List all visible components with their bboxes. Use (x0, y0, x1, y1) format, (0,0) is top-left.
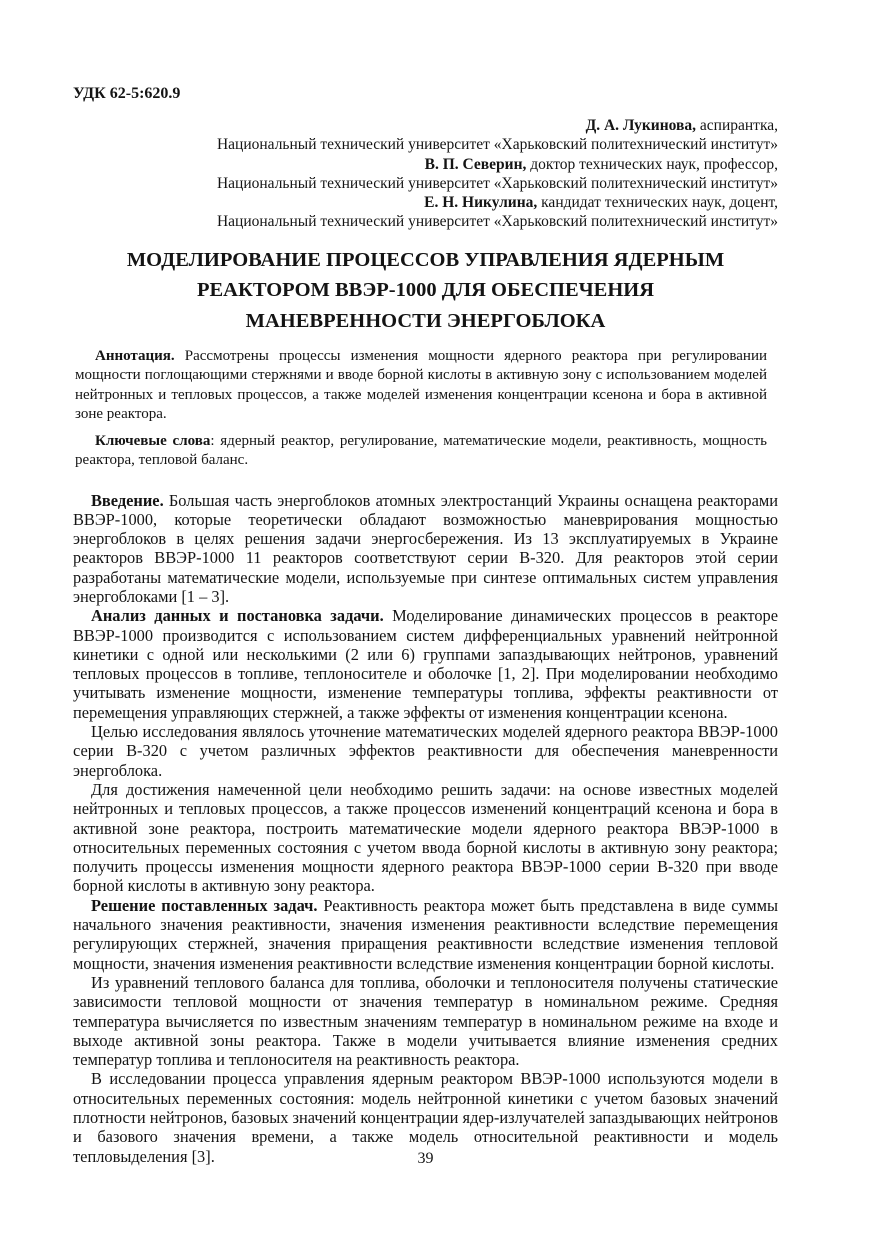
author-line (73, 193, 778, 212)
author-affiliation: Национальный технический университет «Харьковский политехнический институт» (216, 174, 778, 192)
author-role: аспирантка, (696, 117, 778, 134)
author-role: доктор технических наук, профессор, (526, 155, 778, 173)
author-line (73, 116, 778, 135)
author-role: кандидат технических наук, доцент, (537, 194, 778, 212)
title-line: РЕАКТОРОМ ВВЭР-1000 ДЛЯ ОБЕСПЕЧЕНИЯ (196, 279, 655, 302)
udc-code: УДК 62-5:620.9 (73, 85, 181, 102)
paragraph-solution: Решение поставленных задач. Реактивность реактора может быть представлена в виде суммы начального значения реактивности, значения изменения реактивности вследствие перемещения регулирующих стержней, значения приращения реактивности вследствие изменения тепловой мощности, значения изменения реактивности вследствие изменения концентрации борной кислоты. (73, 895, 778, 973)
authors-block (73, 116, 778, 232)
abstract (75, 347, 767, 424)
author-name: Е. Н. Никулина, (424, 194, 538, 212)
paragraph-lead: Решение поставленных задач. (91, 895, 318, 915)
paragraph-lead: Анализ данных и постановка задачи. (91, 606, 384, 626)
page-number: 39 (417, 1150, 434, 1167)
author-line (73, 155, 778, 174)
title-line: МАНЕВРЕННОСТИ ЭНЕРГОБЛОКА (245, 309, 606, 332)
paragraph-models: В исследовании процесса управления ядерным реактором ВВЭР-1000 используются модели в относительных переменных состояния: модель нейтронной кинетики с учетом базовых значений плотности нейтронов, базовых значений концентрации ядер-излучателей запаздывающих нейтронов и базового значения времени, а также модель относительной реактивности и модель тепловыделения [3]. (73, 1069, 778, 1166)
author-name: Д. А. Лукинова, (585, 117, 697, 134)
keywords-text: : ядерный реактор, регулирование, математические модели, реактивность, мощность реактора, тепловой баланс. (75, 433, 767, 469)
keywords (75, 432, 767, 470)
paragraph-introduction: Введение. Большая часть энергоблоков атомных электростанций Украины оснащена реакторами ВВЭР-1000, которые теоретически обладают возможностью маневрирования мощностью энергоблоков в целях решения задачи энергосбережения. Из 13 эксплуатируемых в Украине реакторов ВВЭР-1000 11 реакторов соответствуют серии В-320. Для реакторов этой серии разработаны математические модели, используемые при синтезе оптимальных систем управления энергоблоками [1 – 3]. (73, 490, 778, 606)
keywords-label: Ключевые слова (95, 433, 211, 450)
paragraph-heat-balance: Из уравнений теплового баланса для топлива, оболочки и теплоносителя получены статические зависимости тепловой мощности от значения температур в номинальном режиме. Средняя температура вычисляется по известным значениям температур в номинальном режиме на входе и выходе активной зоны реактора. Также в модели учитывается влияние изменения средних температур топлива и теплоносителя на реактивность реактора. (73, 972, 778, 1070)
author-affiliation: Национальный технический университет «Харьковский политехнический институт» (216, 136, 778, 154)
article-title (73, 245, 778, 337)
abstract-label: Аннотация. (95, 348, 175, 365)
author-name: В. П. Северин, (424, 155, 527, 173)
paragraph-tasks: Для достижения намеченной цели необходимо решить задачи: на основе известных моделей нейтронных и тепловых процессов, а также процессов изменений концентраций ксенона и бора в активной зоне реактора, построить математические модели ядерного реактора ВВЭР-1000 в относительных переменных состояния с учетом ввода борной кислоты в активную зону реактора; получить процессы изменения мощности ядерного реактора ВВЭР-1000 серии В-320 при вводе борной кислоты в активную зону реактора. (73, 779, 778, 896)
paragraph-lead: Введение. (91, 490, 164, 510)
author-affiliation: Национальный технический университет «Харьковский политехнический институт» (216, 213, 778, 231)
abstract-text: Рассмотрены процессы изменения мощности ядерного реактора при регулировании мощности поглощающими стержнями и вводе борной кислоты в активную зону с использованием моделей нейтронных и тепловых процессов, а также моделей изменения концентрации ксенона и бора в активной зоне реактора. (75, 348, 767, 422)
paragraph-goal: Целью исследования являлось уточнение математических моделей ядерного реактора ВВЭР-1000 серии В-320 с учетом различных эффектов реактивности для обеспечения маневренности энергоблока. (73, 722, 778, 780)
title-line: МОДЕЛИРОВАНИЕ ПРОЦЕССОВ УПРАВЛЕНИЯ ЯДЕРНЫМ (126, 248, 725, 271)
paragraph-analysis: Анализ данных и постановка задачи. Моделирование динамических процессов в реакторе ВВЭР-1000 производится с использованием систем дифференциальных уравнений нейтронной кинетики с одной или несколькими (2 или 6) группами запаздывающих нейтронов, уравнений тепловых процессов в топливе, теплоносителе и оболочке [1, 2]. При моделировании необходимо учитывать изменение мощности, изменение температуры топлива, эффекты реактивности от перемещения управляющих стержней, а также эффекты от изменения концентрации ксенона. (73, 606, 779, 722)
article-body (73, 491, 778, 1166)
